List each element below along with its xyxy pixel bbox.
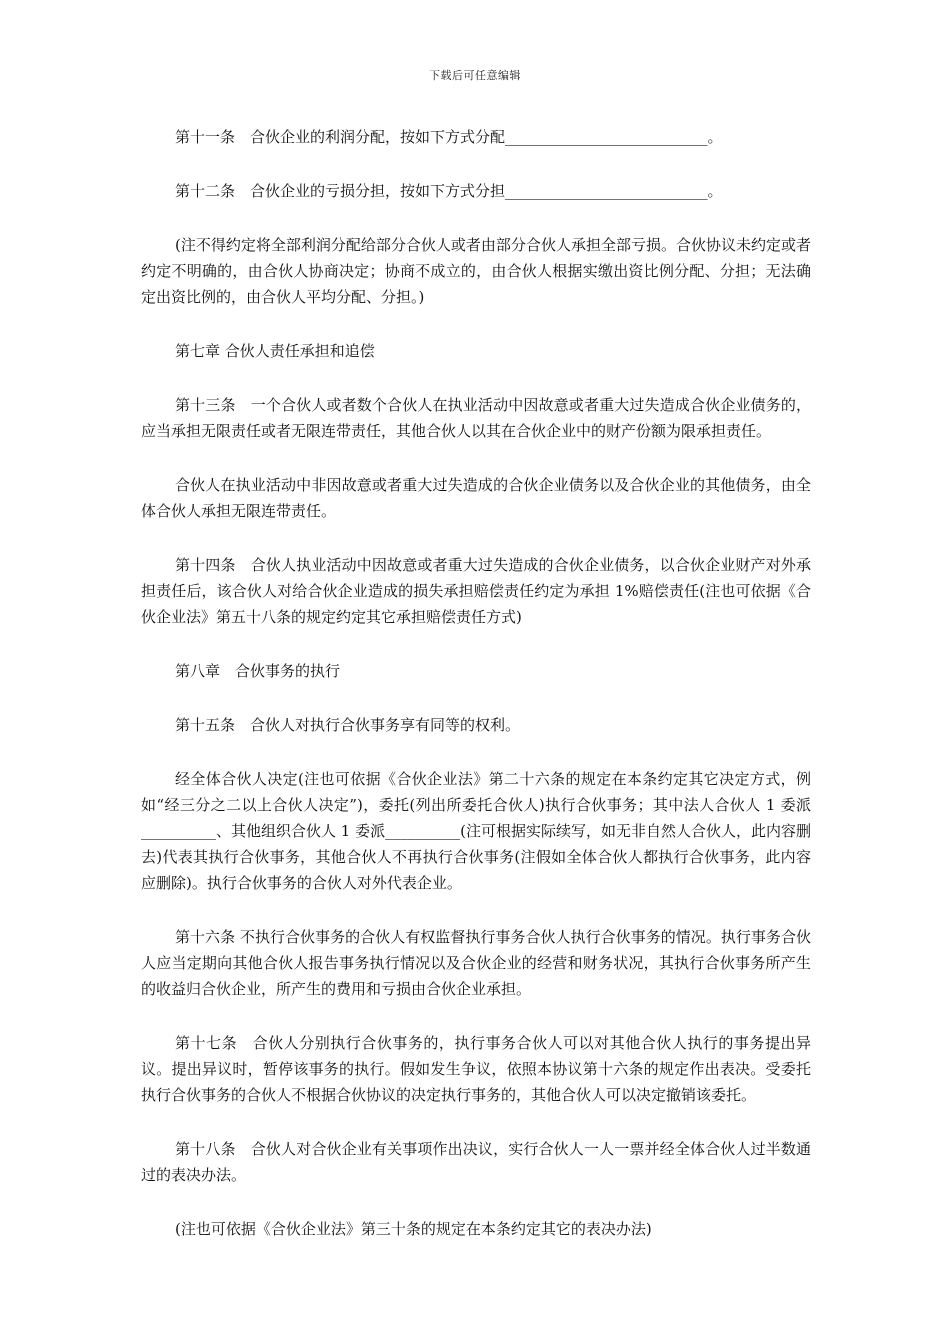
article-13: 第十三条 一个合伙人或者数个合伙人在执业活动中因故意或者重大过失造成合伙企业债务的，应当承担无限责任或者无限连带责任，其他合伙人以其在合伙企业中的财产份额为限承担责任。 — [141, 396, 811, 440]
article-15: 第十五条 合伙人对执行合伙事务享有同等的权利。 — [175, 716, 521, 734]
article-11: 第十一条 合伙企业的利润分配，按如下方式分配___________________________。 — [175, 128, 723, 146]
article-12: 第十二条 合伙企业的亏损分担，按如下方式分担___________________________。 — [175, 182, 723, 200]
header-note: 下载后可任意编辑 — [429, 69, 521, 82]
chapter-7-heading: 第七章 合伙人责任承担和追偿 — [175, 342, 375, 360]
article-17: 第十七条 合伙人分别执行合伙事务的，执行事务合伙人可以对其他合伙人执行的事务提出异议。提出异议时，暂停该事务的执行。假如发生争议，依照本协议第十六条的规定作出表决。受委托执行合伙事务的合伙人不根据合伙协议的决定执行事务的，其他合伙人可以决定撤销该委托。 — [141, 1034, 811, 1104]
note-voting: (注也可依据《合伙企业法》第三十条的规定在本条约定其它的表决办法) — [175, 1220, 652, 1238]
article-15-para-2: 经全体合伙人决定(注也可依据《合伙企业法》第二十六条的规定在本条约定其它决定方式，例如“经三分之二以上合伙人决定”)，委托(列出所委托合伙人)执行合伙事务；其中法人合伙人 1 委派__________、其他组织合伙人 1 委派__________(注可根据实际续写，如无非自然人合伙人，此内容删去)代表其执行合伙事务，其他合伙人不再执行合伙事务(注假如全体合伙人都执行合伙事务，此内容应删除)。执行合伙事务的合伙人对外代表企业。 — [141, 770, 811, 892]
document-body — [141, 124, 811, 1270]
note-profit-loss: (注不得约定将全部利润分配给部分合伙人或者由部分合伙人承担全部亏损。合伙协议未约定或者约定不明确的，由合伙人协商决定；协商不成立的，由合伙人根据实缴出资比例分配、分担；无法确定出资比例的，由合伙人平均分配、分担。) — [141, 236, 811, 306]
article-16: 第十六条 不执行合伙事务的合伙人有权监督执行事务合伙人执行合伙事务的情况。执行事务合伙人应当定期向其他合伙人报告事务执行情况以及合伙企业的经营和财务状况，其执行合伙事务所产生的收益归合伙企业，所产生的费用和亏损由合伙企业承担。 — [141, 928, 811, 998]
article-14: 第十四条 合伙人执业活动中因故意或者重大过失造成的合伙企业债务，以合伙企业财产对外承担责任后，该合伙人对给合伙企业造成的损失承担赔偿责任约定为承担 1%赔偿责任(注也可依据《合伙企业法》第五十八条的规定约定其它承担赔偿责任方式) — [141, 556, 811, 626]
article-13-para-2: 合伙人在执业活动中非因故意或者重大过失造成的合伙企业债务以及合伙企业的其他债务，由全体合伙人承担无限连带责任。 — [141, 476, 811, 520]
article-18: 第十八条 合伙人对合伙企业有关事项作出决议，实行合伙人一人一票并经全体合伙人过半数通过的表决办法。 — [141, 1140, 811, 1184]
chapter-8-heading: 第八章 合伙事务的执行 — [175, 662, 341, 680]
